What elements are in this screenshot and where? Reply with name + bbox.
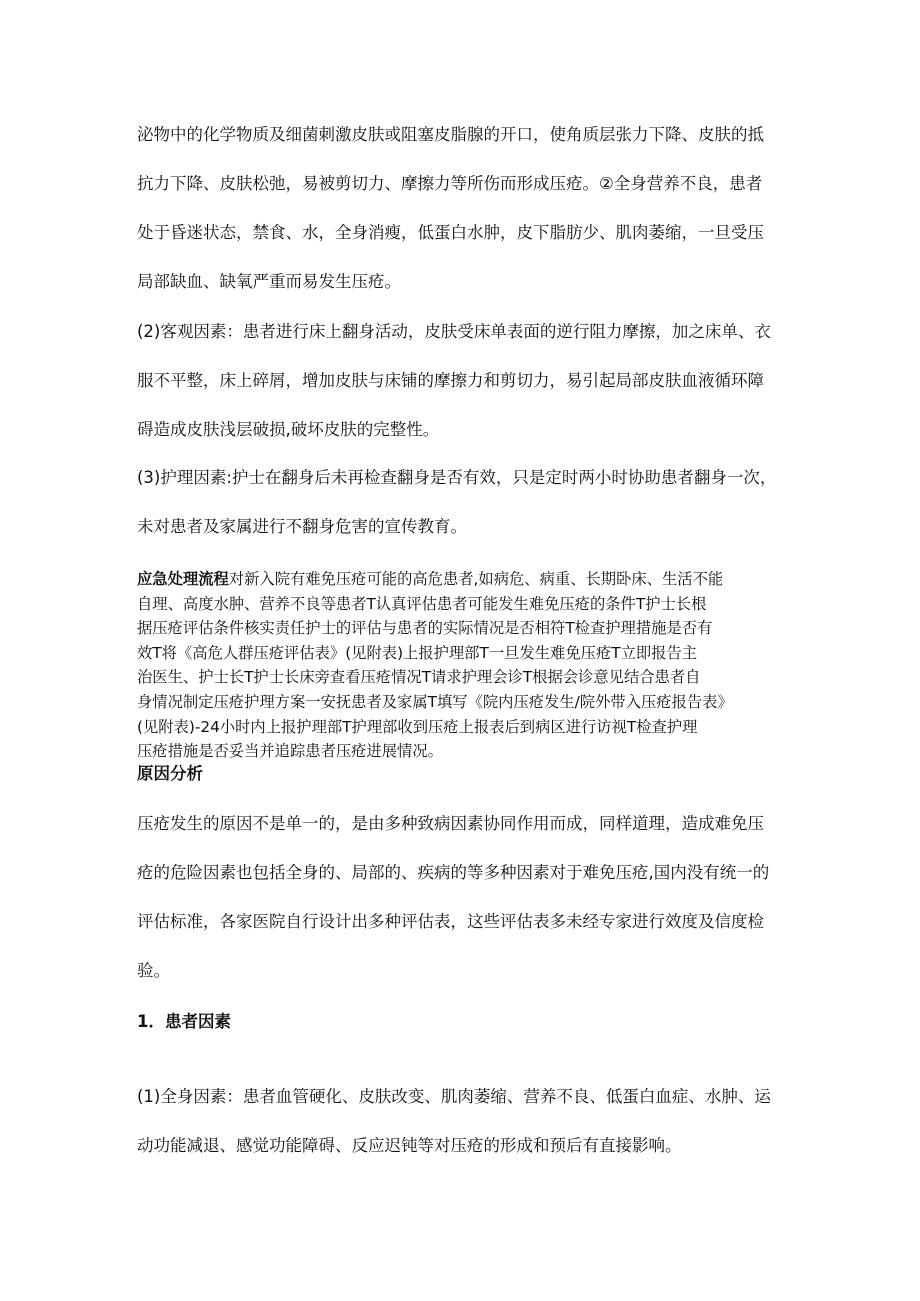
text-line: 据压疮评估条件核实责任护士的评估与患者的实际情况是否相符T检查护理措施是否有: [137, 619, 713, 638]
text-line: 自理、高度水肿、营养不良等患者T认真评估患者可能发生难免压疮的条件T护士长根: [137, 594, 707, 613]
text-line: (1)全身因素：患者血管硬化、皮肤改变、肌肉萎缩、营养不良、低蛋白血症、水肿、运: [137, 1087, 771, 1106]
text-line: 验。: [137, 961, 170, 980]
text-line: 处于昏迷状态，禁食、水，全身消瘦，低蛋白水肿，皮下脂肪少、肌肉萎缩，一旦受压: [137, 223, 764, 242]
text-line: 疮的危险因素也包括全身的、局部的、疾病的等多种因素对于难免压疮,国内没有统一的: [137, 863, 770, 882]
text-line: 压疮措施是否妥当并追踪患者压疮进展情况。: [137, 742, 443, 761]
text-line: 碍造成皮肤浅层破损,破坏皮肤的完整性。: [137, 420, 440, 439]
paragraph-emergency-process: [137, 567, 787, 764]
text-line: (见附表)-24小时内上报护理部T护理部收到压疮上报表后到病区进行访视T检查护理: [137, 717, 698, 736]
paragraph-skin-secretion: [137, 110, 787, 306]
section-heading-patient-factors: 1．患者因素: [137, 1012, 231, 1031]
text-line: 未对患者及家属进行不翻身危害的宣传教育。: [137, 517, 467, 536]
text-line: [137, 567, 787, 592]
text-line: (2)客观因素：患者进行床上翻身活动，皮肤受床单表面的逆行阻力摩擦，加之床单、衣: [137, 322, 771, 341]
text-line: 动功能减退、感觉功能障碍、反应迟钝等对压疮的形成和预后有直接影响。: [137, 1136, 682, 1155]
paragraph-nursing-factors: [137, 453, 787, 551]
section-heading-cause-analysis: 原因分析: [137, 764, 203, 783]
text-line: 效T将《高危人群压疮评估表》(见附表)上报护理部T一旦发生难免压疮T立即报告主: [137, 643, 698, 662]
emergency-process-label: 应急处理流程: [137, 570, 229, 588]
text-line: 身情况制定压疮护理方案一安抚患者及家属T填写《院内压疮发生/院外带入压疮报告表》: [137, 692, 733, 711]
text-line: 抗力下降、皮肤松弛，易被剪切力、摩擦力等所伤而形成压疮。②全身营养不良，患者: [137, 174, 763, 193]
text-segment: 对新入院有难免压疮可能的高危患者,如病危、病重、长期卧床、生活不能: [228, 570, 724, 588]
text-line: 服不平整，床上碎屑，增加皮肤与床铺的摩擦力和剪切力，易引起局部皮肤血液循环障: [137, 371, 764, 390]
text-line: (3)护理因素:护士在翻身后未再检查翻身是否有效，只是定时两小时协助患者翻身一次，: [137, 468, 777, 487]
paragraph-cause-analysis: [137, 799, 787, 995]
text-line: 治医生、护士长T护士长床旁查看压疮情况T请求护理会诊T根据会诊意见结合患者自: [137, 668, 701, 687]
paragraph-systemic-factors: [137, 1072, 787, 1170]
text-line: 评估标准，各家医院自行设计出多种评估表，这些评估表多未经专家进行效度及信度检: [137, 912, 764, 931]
paragraph-objective-factors: [137, 307, 787, 454]
text-line: 压疮发生的原因不是单一的，是由多种致病因素协同作用而成，同样道理，造成难免压: [137, 814, 764, 833]
text-line: 局部缺血、缺氧严重而易发生压疮。: [137, 272, 401, 291]
text-line: 泌物中的化学物质及细菌刺激皮肤或阻塞皮脂腺的开口，使角质层张力下降、皮肤的抵: [137, 125, 764, 144]
